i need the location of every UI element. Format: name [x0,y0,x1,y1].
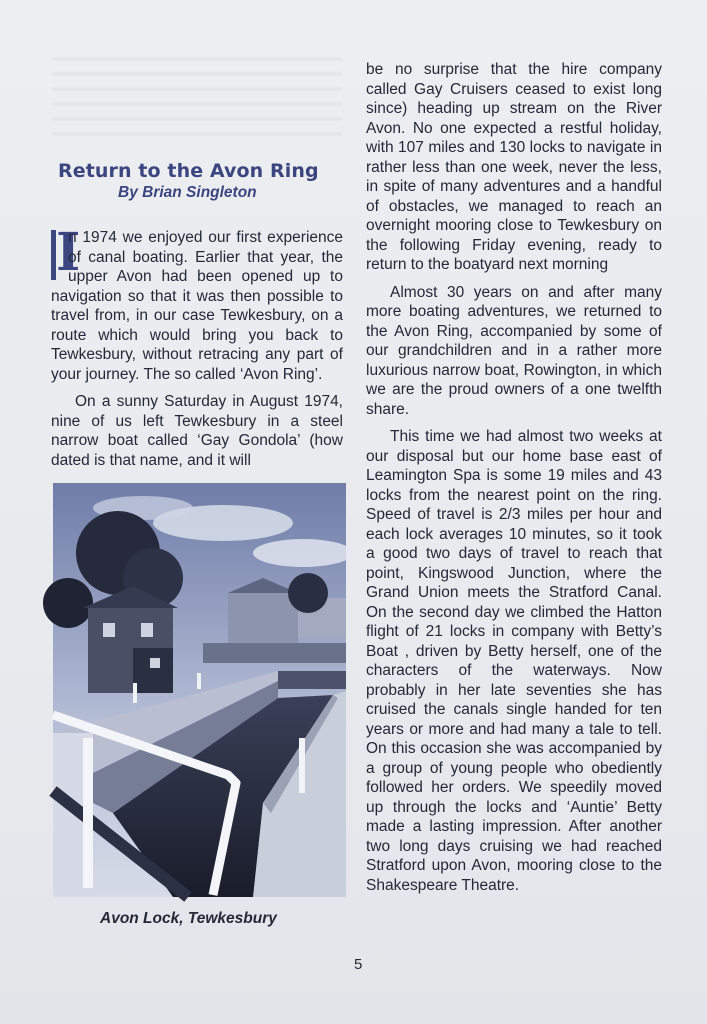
paragraph-1: n 1974 we enjoyed our first experience of canal boating. Earlier that year, the upper Avon had been opened up to navigation so that it was then possible to travel from, in our case Tewkesbury, on a route which would bring you back to Tewkesbury, without retracing any part of your journey. The so called ‘Avon Ring’. [51,229,343,383]
lock-photo-image [53,483,346,897]
paragraph-4: Almost 30 years on and after many more boating adventures, we returned to the Avon Ring, accompanied by some of our grandchildren and in a rather more luxurious narrow boat, Rowington, in which we are the proud owners of a one twelfth share. [366,283,662,418]
article-byline: By Brian Singleton [118,184,257,201]
page-number: 5 [354,956,363,973]
article-title: Return to the Avon Ring [58,160,319,182]
photo-caption: Avon Lock, Tewkesbury [100,910,277,927]
lock-photo [53,483,346,897]
left-column [51,222,343,478]
paragraph-5: This time we had almost two weeks at our disposal but our home base east of Leamington Spa is some 19 miles and 43 locks from the nearest point on the ring. Speed of travel is 2/3 miles per hour and each lock averages 10 minutes, so it took a good two days of travel to reach that point, Kingswood Junction, where the Grand Union meets the Stratford Canal. On the second day we climbed the Hatton flight of 21 locks in company with Betty’s Boat , driven by Betty herself, one of the characters of the waterways. Now probably in her late seventies she has cruised the canals single handed for ten years or more and had many a tale to tell. On this occasion she was accompanied by a group of young people who obediently followed her orders. We speedily moved up through the locks and ‘Auntie’ Betty made a lasting impression. After another two long days cruising we had reached Stratford upon Avon, mooring close to the Shakespeare Theatre. [366,428,662,894]
show-through-text [52,58,342,138]
right-column [366,60,662,903]
paragraph-2: On a sunny Saturday in August 1974, nine of us left Tewkesbury in a steel narrow boat called ‘Gay Gondola’ (how dated is that name, and it will [51,393,343,469]
paragraph-3: be no surprise that the hire company called Gay Cruisers ceased to exist long since) heading up stream on the River Avon. No one expected a restful holiday, with 107 miles and 130 locks to navigate in rather less than one week, never the less, in spite of many adventures and a handful of obstacles, we managed to reach an overnight mooring close to Tewkesbury on the following Friday evening, ready to return to the boatyard next morning [366,61,662,273]
drop-cap: I [51,230,62,280]
